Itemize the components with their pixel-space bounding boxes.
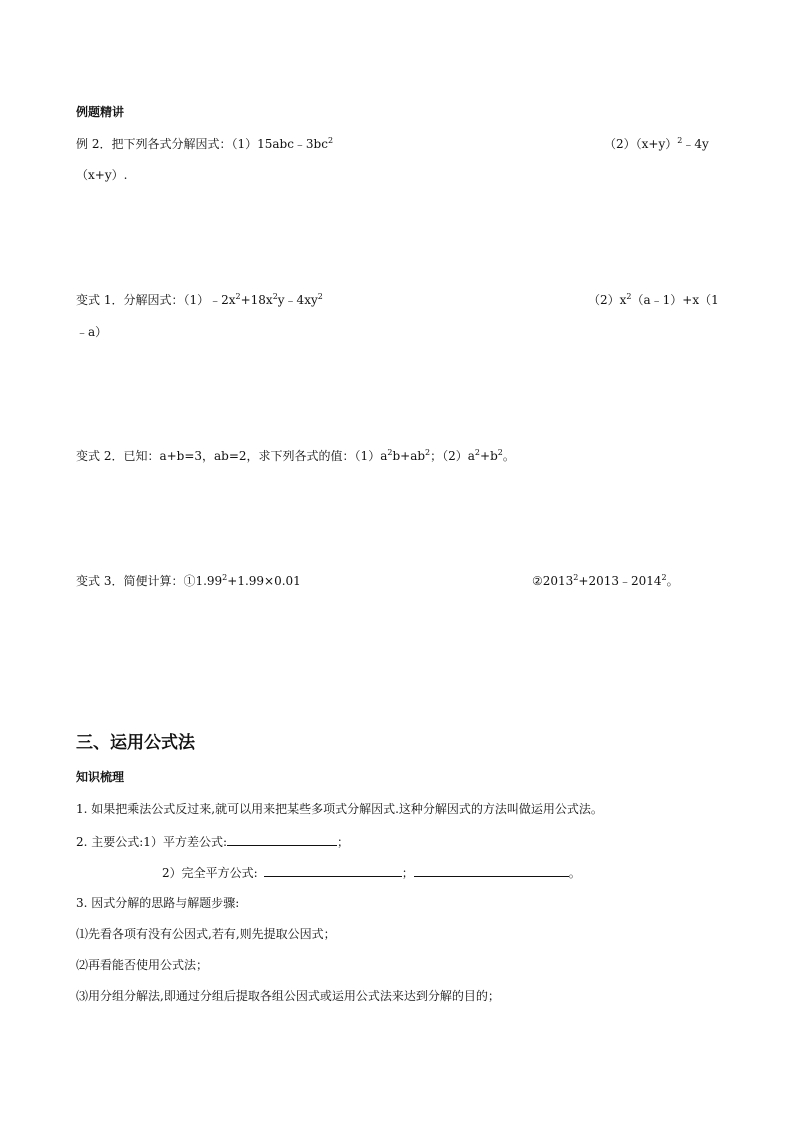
- variant-3-part2-sup-1: 2: [573, 573, 579, 582]
- variant-1-part1: [76, 292, 323, 308]
- variant-2-sup-3: 2: [474, 448, 481, 457]
- example-2-part2-sup: 2: [677, 136, 683, 145]
- perfect-square-blank-2[interactable]: [414, 864, 569, 877]
- variant-2-sup-1: 2: [387, 448, 393, 457]
- difference-of-squares-blank[interactable]: [227, 833, 337, 846]
- variant-3-mid-1: +1.99×0.01: [227, 574, 301, 588]
- variant-1-part2-tail: （a﹣1）+x（1: [631, 293, 719, 307]
- example-2-text: 例 2．把下列各式分解因式：（1）15abc﹣3bc: [76, 137, 328, 151]
- variant-3-sup-1: 2: [222, 573, 228, 582]
- example-2-part2-text: （2）（x+y）: [604, 137, 678, 151]
- variant-2: [76, 448, 515, 464]
- variant-2-mid-1: b+ab: [392, 449, 426, 463]
- variant-1-continuation: ﹣a）: [76, 325, 108, 339]
- variant-3-part2: [532, 573, 679, 589]
- section-3-item-2b: [162, 864, 581, 881]
- variant-3-part2-end: 。: [666, 574, 679, 588]
- example-heading: 例题精讲: [76, 105, 125, 119]
- item-2b-end: 。: [568, 866, 581, 880]
- variant-2-sup-4: 2: [497, 448, 503, 457]
- section-3-item-3: 3. 因式分解的思路与解题步骤:: [76, 896, 240, 910]
- item-2b-sep: ；: [401, 866, 414, 880]
- variant-3-part2-mid: +2013﹣2014: [578, 574, 662, 588]
- variant-1-sup-2: 2: [272, 292, 278, 301]
- section-3-step-3: ⑶用分组分解法,即通过分组后提取各组公因式或运用公式法来达到分解的目的；: [76, 989, 500, 1003]
- variant-1-text: 变式 1．分解因式：（1）﹣2x: [76, 293, 236, 307]
- example-2-part2-tail: ﹣4y: [682, 137, 709, 151]
- section-3-title: 三、运用公式法: [76, 733, 195, 753]
- variant-2-mid-3: +b: [480, 449, 498, 463]
- perfect-square-blank-1[interactable]: [264, 864, 402, 877]
- variant-3-text: 变式 3．简便计算：①1.99: [76, 574, 223, 588]
- example-2-continuation: （x+y）.: [76, 168, 128, 182]
- section-3-item-2: [76, 833, 349, 850]
- variant-1-sup-1: 2: [235, 292, 241, 301]
- item-2b-text: 2）完全平方公式:: [162, 866, 258, 880]
- variant-3-part2-text: ②2013: [532, 574, 574, 588]
- variant-1-sup-3: 2: [317, 292, 323, 301]
- variant-2-end: 。: [502, 449, 515, 463]
- item-2-sep: ；: [337, 835, 350, 849]
- item-2-text: 2. 主要公式:1）平方差公式:: [76, 835, 227, 849]
- section-3-step-1: ⑴先看各项有没有公因式,若有,则先提取公因式；: [76, 927, 336, 941]
- section-3-subheading: 知识梳理: [76, 770, 125, 784]
- variant-3-part2-sup-2: 2: [661, 573, 667, 582]
- example-2-sup: 2: [327, 136, 334, 145]
- variant-2-mid-2: ；（2）a: [430, 449, 475, 463]
- section-3-step-2: ⑵再看能否使用公式法；: [76, 958, 209, 972]
- variant-1-part2-text: （2）x: [588, 293, 627, 307]
- section-3-item-1: 1. 如果把乘法公式反过来,就可以用来把某些多项式分解因式.这种分解因式的方法叫做运用公式法。: [76, 802, 603, 816]
- variant-2-sup-2: 2: [425, 448, 431, 457]
- variant-1-mid-2: y﹣4xy: [277, 293, 318, 307]
- variant-3-part1: [76, 573, 301, 589]
- variant-1-mid-1: +18x: [240, 293, 273, 307]
- variant-2-text: 变式 2．已知：a+b=3，ab=2，求下列各式的值：（1）a: [76, 449, 388, 463]
- example-2-part2: [604, 136, 709, 152]
- example-2-part1: [76, 136, 333, 152]
- variant-1-part2-sup: 2: [626, 292, 632, 301]
- variant-1-part2: [588, 292, 719, 308]
